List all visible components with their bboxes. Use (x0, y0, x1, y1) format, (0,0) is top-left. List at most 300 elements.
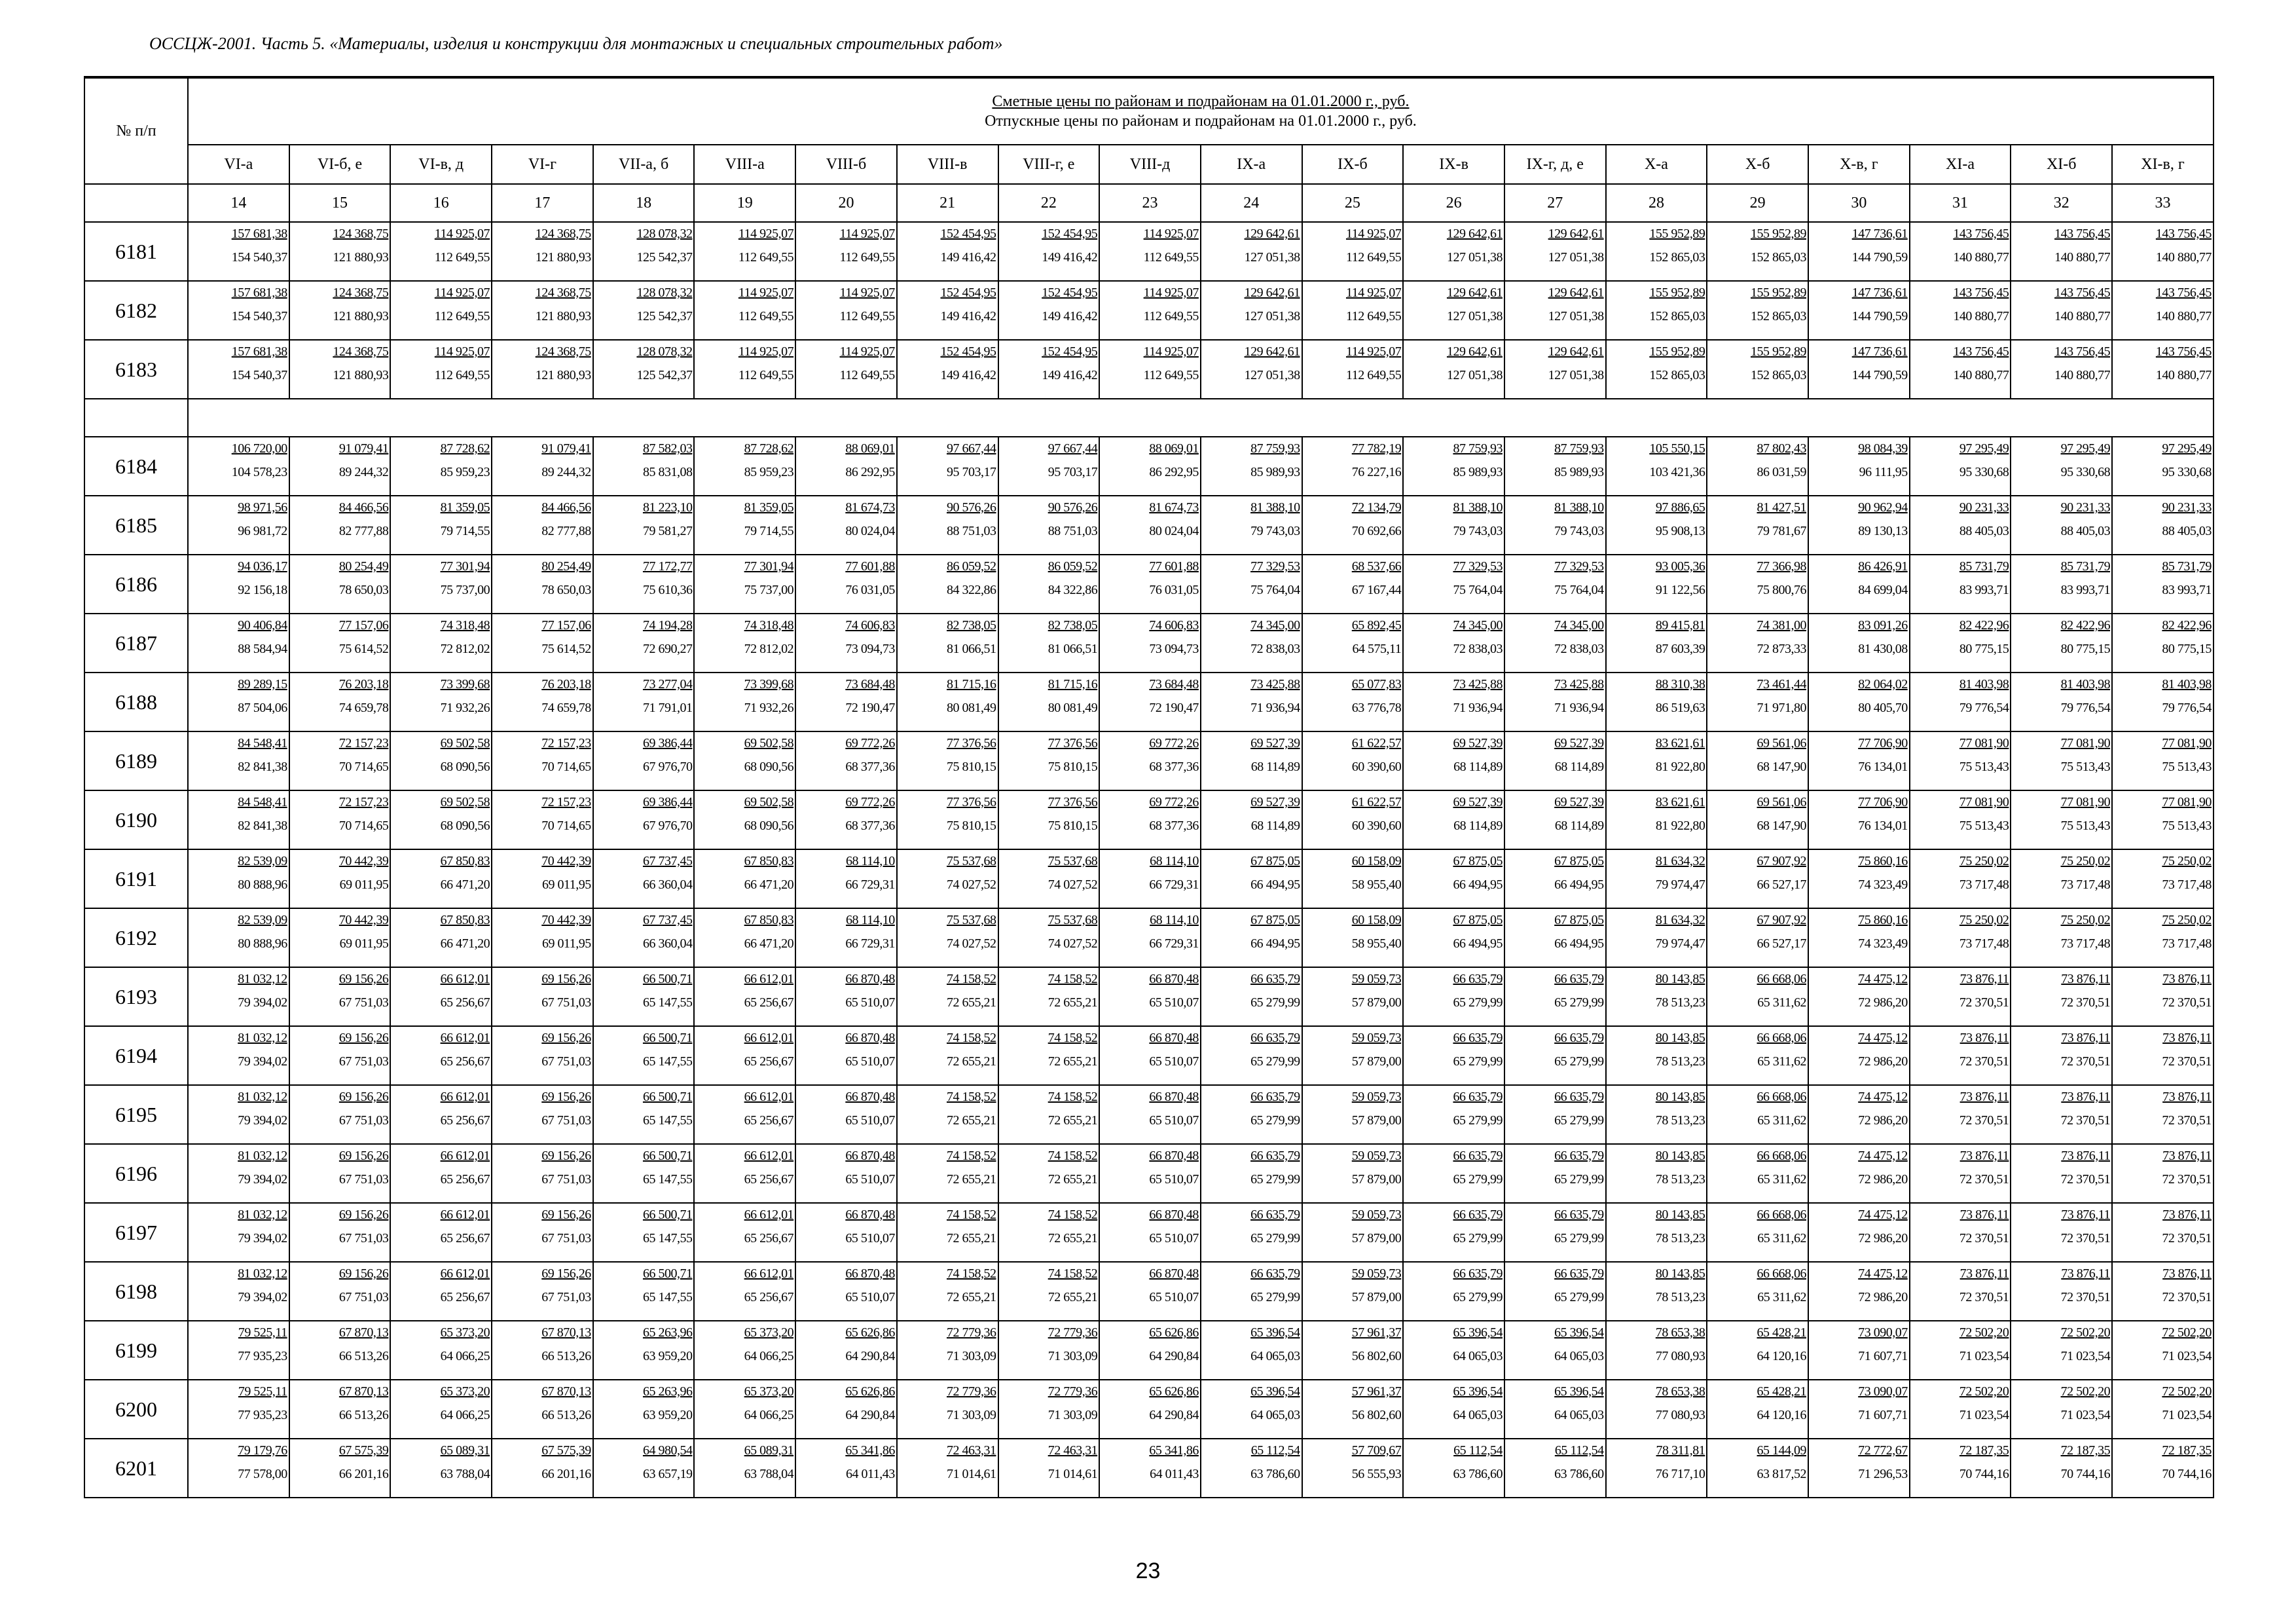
release-price: 72 655,21 (1048, 1172, 1098, 1187)
price-cell (289, 437, 391, 496)
table-row (84, 1026, 2214, 1085)
release-price: 75 764,04 (1554, 583, 1604, 597)
release-price: 152 865,03 (1751, 250, 1806, 265)
price-cell (897, 1321, 998, 1380)
estimated-price: 66 668,06 (1757, 972, 1806, 986)
release-price: 65 510,07 (845, 1054, 895, 1069)
price-cell (1504, 908, 1606, 967)
price-cell (1302, 673, 1404, 731)
price-cell (1606, 437, 1707, 496)
estimated-price: 67 870,13 (338, 1384, 389, 1399)
release-price: 112 649,55 (1143, 309, 1199, 323)
estimated-price: 129 642,61 (1548, 344, 1604, 359)
release-price: 65 510,07 (1149, 1290, 1199, 1304)
estimated-price: 81 032,12 (238, 1266, 287, 1281)
estimated-price: 77 706,90 (1858, 736, 1908, 750)
release-price: 70 714,65 (541, 819, 591, 833)
table-row (84, 1321, 2214, 1380)
release-price: 154 540,37 (231, 309, 287, 323)
release-price: 72 370,51 (1959, 1172, 2009, 1187)
estimated-price: 77 376,56 (947, 795, 996, 809)
column-number: 30 (1808, 184, 1910, 222)
estimated-price: 74 158,52 (947, 1031, 996, 1045)
release-price: 125 542,37 (636, 250, 693, 265)
release-price: 67 976,70 (642, 760, 693, 774)
price-cell (1707, 496, 1808, 555)
table-row (84, 967, 2214, 1026)
estimated-price: 87 759,93 (1554, 441, 1604, 456)
price-cell (1606, 614, 1707, 673)
price-cell (492, 1321, 593, 1380)
row-number: 6196 (84, 1144, 188, 1203)
estimated-price: 94 036,17 (238, 559, 287, 574)
price-cell (1910, 1321, 2011, 1380)
release-price: 67 751,03 (338, 1172, 389, 1187)
release-price: 73 717,48 (2060, 936, 2111, 951)
price-cell (1707, 790, 1808, 849)
price-cell (492, 849, 593, 908)
price-cell (1707, 1144, 1808, 1203)
price-cell (390, 790, 492, 849)
estimated-price: 66 612,01 (744, 1031, 794, 1045)
release-price: 127 051,38 (1244, 250, 1300, 265)
estimated-price: 87 582,03 (642, 441, 693, 456)
release-price: 65 510,07 (845, 1290, 895, 1304)
release-price: 65 510,07 (845, 995, 895, 1010)
price-cell (897, 555, 998, 614)
price-cell (1099, 790, 1201, 849)
release-price: 73 717,48 (2060, 877, 2111, 892)
release-price: 79 394,02 (238, 1290, 287, 1304)
release-price: 64 066,25 (744, 1349, 794, 1363)
estimated-price: 65 396,54 (1453, 1384, 1503, 1399)
column-number: 17 (492, 184, 593, 222)
estimated-price: 78 653,38 (1655, 1384, 1705, 1399)
release-price: 87 603,39 (1655, 642, 1705, 656)
price-cell (2011, 1085, 2112, 1144)
release-price: 81 066,51 (947, 642, 996, 656)
estimated-price: 68 537,66 (1351, 559, 1402, 574)
estimated-price: 81 388,10 (1554, 500, 1604, 515)
price-cell (2112, 555, 2214, 614)
price-cell (2112, 1262, 2214, 1321)
release-price: 71 936,94 (1453, 701, 1503, 715)
release-price: 56 555,93 (1351, 1467, 1402, 1481)
estimated-price: 67 737,45 (642, 913, 693, 927)
estimated-price: 65 341,86 (1149, 1443, 1199, 1458)
price-cell (1910, 1144, 2011, 1203)
estimated-price: 74 475,12 (1858, 1208, 1908, 1222)
release-price: 64 120,16 (1757, 1349, 1806, 1363)
release-price: 80 405,70 (1858, 701, 1908, 715)
release-price: 83 993,71 (2060, 583, 2111, 597)
release-price: 72 370,51 (2162, 995, 2212, 1010)
release-price: 149 416,42 (1042, 368, 1098, 382)
price-cell (188, 340, 289, 399)
price-cell (1302, 281, 1404, 340)
release-price: 81 066,51 (1048, 642, 1098, 656)
release-price: 80 024,04 (845, 524, 895, 538)
estimated-price: 80 143,85 (1655, 1208, 1705, 1222)
price-cell (1504, 1262, 1606, 1321)
release-price: 73 094,73 (1149, 642, 1199, 656)
price-cell (492, 496, 593, 555)
estimated-price: 147 736,61 (1851, 227, 1908, 241)
row-number: 6188 (84, 673, 188, 731)
price-cell (1201, 731, 1302, 790)
price-cell (390, 1203, 492, 1262)
separator-row (84, 399, 2214, 437)
estimated-price: 59 059,73 (1351, 1090, 1402, 1104)
estimated-price: 124 368,75 (333, 344, 389, 359)
price-cell (694, 1262, 795, 1321)
price-cell (897, 340, 998, 399)
estimated-price: 66 500,71 (642, 1031, 693, 1045)
region-header: VIII-б (795, 145, 897, 184)
estimated-price: 65 341,86 (845, 1443, 895, 1458)
price-cell (188, 222, 289, 281)
column-number: 32 (2011, 184, 2112, 222)
price-cell (1707, 222, 1808, 281)
release-price: 80 024,04 (1149, 524, 1199, 538)
price-cell (2011, 1380, 2112, 1439)
release-price: 72 986,20 (1858, 1172, 1908, 1187)
estimated-price: 90 231,33 (2060, 500, 2111, 515)
price-cell (1504, 790, 1606, 849)
price-cell (492, 1203, 593, 1262)
price-cell (593, 1026, 695, 1085)
estimated-price: 66 668,06 (1757, 1090, 1806, 1104)
price-cell (998, 1439, 1100, 1498)
estimated-price: 90 231,33 (2162, 500, 2212, 515)
estimated-price: 73 876,11 (2162, 1031, 2212, 1045)
price-cell (1910, 790, 2011, 849)
estimated-price: 72 157,23 (541, 736, 591, 750)
release-price: 72 986,20 (1858, 1290, 1908, 1304)
estimated-price: 81 032,12 (238, 1090, 287, 1104)
release-price: 121 880,93 (535, 309, 591, 323)
row-number: 6199 (84, 1321, 188, 1380)
release-price: 68 114,89 (1250, 819, 1300, 833)
price-cell (2112, 496, 2214, 555)
price-cell (1099, 1144, 1201, 1203)
release-price: 71 607,71 (1858, 1408, 1908, 1422)
release-price: 64 065,03 (1453, 1408, 1503, 1422)
price-cell (2011, 614, 2112, 673)
release-price: 72 190,47 (1149, 701, 1199, 715)
release-price: 75 614,52 (338, 642, 389, 656)
estimated-price: 65 396,54 (1554, 1384, 1604, 1399)
estimated-price: 72 502,20 (2162, 1384, 2212, 1399)
release-price: 149 416,42 (1042, 309, 1098, 323)
estimated-price: 114 925,07 (738, 227, 794, 241)
release-price: 68 377,36 (1149, 760, 1199, 774)
estimated-price: 73 876,11 (2162, 1090, 2212, 1104)
price-cell (1403, 222, 1504, 281)
estimated-price: 69 156,26 (541, 1149, 591, 1163)
estimated-price: 124 368,75 (535, 344, 591, 359)
estimated-price: 65 089,31 (744, 1443, 794, 1458)
release-price: 152 865,03 (1649, 368, 1705, 382)
release-price: 89 244,32 (541, 465, 591, 479)
price-cell (1403, 731, 1504, 790)
release-price: 86 519,63 (1655, 701, 1705, 715)
release-price: 60 390,60 (1351, 760, 1402, 774)
price-cell (1707, 1203, 1808, 1262)
estimated-price: 68 114,10 (846, 913, 895, 927)
estimated-price: 79 525,11 (238, 1384, 287, 1399)
column-number: 22 (998, 184, 1100, 222)
price-cell (897, 1380, 998, 1439)
price-table (84, 76, 2214, 1498)
estimated-price: 67 870,13 (541, 1325, 591, 1340)
estimated-price: 66 870,48 (1149, 1266, 1199, 1281)
price-cell (1707, 908, 1808, 967)
price-cell (289, 496, 391, 555)
estimated-price: 73 461,44 (1757, 677, 1806, 692)
estimated-price: 81 403,98 (2162, 677, 2212, 692)
price-cell (795, 496, 897, 555)
price-cell (289, 222, 391, 281)
price-cell (593, 281, 695, 340)
price-cell (1302, 1144, 1404, 1203)
release-price: 125 542,37 (636, 309, 693, 323)
price-cell (1099, 222, 1201, 281)
price-cell (188, 908, 289, 967)
price-cell (2011, 1144, 2112, 1203)
release-price: 71 791,01 (642, 701, 693, 715)
price-cell (1403, 849, 1504, 908)
estimated-price: 69 772,26 (1149, 736, 1199, 750)
price-cell (1707, 673, 1808, 731)
estimated-price: 66 870,48 (845, 972, 895, 986)
estimated-price: 89 289,15 (238, 677, 287, 692)
estimated-price: 60 158,09 (1351, 913, 1402, 927)
release-price: 65 279,99 (1250, 1054, 1300, 1069)
price-cell (1403, 1026, 1504, 1085)
price-cell (593, 437, 695, 496)
release-price: 78 650,03 (338, 583, 389, 597)
estimated-price: 67 850,83 (744, 913, 794, 927)
estimated-price: 69 502,58 (744, 736, 794, 750)
price-cell (492, 222, 593, 281)
release-price: 71 303,09 (1048, 1408, 1098, 1422)
region-header: IX-б (1302, 145, 1404, 184)
price-cell (897, 1144, 998, 1203)
release-price: 75 764,04 (1453, 583, 1503, 597)
region-header: VI-г (492, 145, 593, 184)
estimated-price: 72 157,23 (338, 795, 389, 809)
price-cell (2011, 1026, 2112, 1085)
release-price: 127 051,38 (1446, 250, 1503, 265)
estimated-price: 86 059,52 (1048, 559, 1098, 574)
release-price: 75 513,43 (2162, 819, 2212, 833)
price-cell (2112, 281, 2214, 340)
release-price: 79 776,54 (2060, 701, 2111, 715)
estimated-price: 82 422,96 (2060, 618, 2111, 633)
release-price: 65 311,62 (1757, 1054, 1806, 1069)
table-row (84, 1380, 2214, 1439)
release-price: 65 279,99 (1554, 1054, 1604, 1069)
price-cell (694, 1085, 795, 1144)
estimated-price: 73 876,11 (2061, 972, 2111, 986)
price-cell (1606, 790, 1707, 849)
estimated-price: 66 500,71 (642, 972, 693, 986)
release-price: 65 256,67 (744, 1290, 794, 1304)
release-price: 72 370,51 (2162, 1054, 2212, 1069)
price-cell (390, 1380, 492, 1439)
estimated-price: 73 399,68 (440, 677, 490, 692)
price-cell (998, 496, 1100, 555)
price-cell (1808, 731, 1910, 790)
price-cell (1707, 1026, 1808, 1085)
release-price: 65 256,67 (744, 1231, 794, 1246)
release-price: 64 290,84 (1149, 1349, 1199, 1363)
release-price: 79 394,02 (238, 1113, 287, 1128)
price-cell (188, 849, 289, 908)
estimated-price: 65 144,09 (1757, 1443, 1806, 1458)
release-price: 72 655,21 (947, 1054, 996, 1069)
estimated-price: 72 779,36 (1048, 1325, 1098, 1340)
release-price: 67 751,03 (541, 1290, 591, 1304)
release-price: 65 279,99 (1453, 1172, 1503, 1187)
release-price: 76 134,01 (1858, 819, 1908, 833)
release-price: 63 776,78 (1351, 701, 1402, 715)
release-price: 66 471,20 (440, 936, 490, 951)
price-cell (1403, 967, 1504, 1026)
estimated-price: 72 502,20 (2060, 1325, 2111, 1340)
release-price: 95 703,17 (947, 465, 996, 479)
release-price: 65 279,99 (1554, 995, 1604, 1010)
estimated-price: 72 134,79 (1351, 500, 1402, 515)
table-row (84, 731, 2214, 790)
release-price: 64 290,84 (845, 1349, 895, 1363)
price-cell (1606, 967, 1707, 1026)
estimated-price: 66 635,79 (1453, 1266, 1503, 1281)
release-price: 66 729,31 (1149, 877, 1199, 892)
price-cell (492, 281, 593, 340)
estimated-price: 69 156,26 (338, 1266, 389, 1281)
estimated-price: 85 731,79 (1959, 559, 2009, 574)
price-cell (1302, 1439, 1404, 1498)
price-cell (1099, 1321, 1201, 1380)
estimated-price: 69 527,39 (1554, 736, 1604, 750)
estimated-price: 129 642,61 (1548, 286, 1604, 300)
release-price: 65 256,67 (440, 1113, 490, 1128)
estimated-price: 74 158,52 (947, 1266, 996, 1281)
estimated-price: 77 329,53 (1250, 559, 1300, 574)
release-price: 84 322,86 (947, 583, 996, 597)
estimated-price: 61 622,57 (1351, 795, 1402, 809)
estimated-price: 61 622,57 (1351, 736, 1402, 750)
price-cell (1910, 222, 2011, 281)
price-cell (289, 1085, 391, 1144)
price-cell (998, 340, 1100, 399)
price-cell (897, 1026, 998, 1085)
price-cell (1201, 281, 1302, 340)
release-price: 57 879,00 (1351, 1172, 1402, 1187)
estimated-price: 67 907,92 (1757, 854, 1806, 868)
price-cell (593, 1144, 695, 1203)
price-cell (1910, 496, 2011, 555)
estimated-price: 67 850,83 (744, 854, 794, 868)
price-cell (1504, 673, 1606, 731)
estimated-price: 97 295,49 (2162, 441, 2212, 456)
price-cell (2112, 790, 2214, 849)
release-price: 65 256,67 (744, 995, 794, 1010)
release-price: 80 081,49 (1048, 701, 1098, 715)
estimated-price: 90 576,26 (947, 500, 996, 515)
document-header: ОССЦЖ-2001. Часть 5. «Материалы, изделия и конструкции для монтажных и специальных строительных работ» (149, 34, 1003, 53)
release-price: 73 717,48 (2162, 936, 2212, 951)
price-cell (188, 496, 289, 555)
separator-cell (188, 399, 2214, 437)
price-cell (897, 967, 998, 1026)
release-price: 140 880,77 (2054, 250, 2111, 265)
price-cell (188, 790, 289, 849)
release-price: 67 751,03 (541, 1113, 591, 1128)
estimated-price: 73 876,11 (1959, 1031, 2009, 1045)
price-cell (1808, 1321, 1910, 1380)
price-cell (1910, 1203, 2011, 1262)
release-price: 86 292,95 (845, 465, 895, 479)
price-cell (1910, 673, 2011, 731)
release-price: 68 114,89 (1453, 819, 1503, 833)
estimated-price: 66 612,01 (440, 1266, 490, 1281)
estimated-price: 77 301,94 (744, 559, 794, 574)
estimated-price: 93 005,36 (1655, 559, 1705, 574)
estimated-price: 157 681,38 (231, 227, 287, 241)
release-price: 74 027,52 (1048, 936, 1098, 951)
estimated-price: 73 876,11 (2061, 1031, 2111, 1045)
release-price: 70 714,65 (541, 760, 591, 774)
estimated-price: 69 156,26 (338, 972, 389, 986)
price-cell (998, 731, 1100, 790)
release-price: 152 865,03 (1751, 368, 1806, 382)
estimated-price: 66 635,79 (1453, 1208, 1503, 1222)
release-price: 65 256,67 (440, 995, 490, 1010)
release-price: 72 370,51 (1959, 1054, 2009, 1069)
price-cell (998, 908, 1100, 967)
release-price: 66 494,95 (1250, 877, 1300, 892)
price-cell (1808, 281, 1910, 340)
release-price: 72 655,21 (1048, 1113, 1098, 1128)
release-price: 112 649,55 (434, 309, 490, 323)
estimated-price: 155 952,89 (1751, 227, 1806, 241)
release-price: 144 790,59 (1851, 368, 1908, 382)
price-cell (289, 1203, 391, 1262)
release-price: 70 744,16 (1959, 1467, 2009, 1481)
estimated-price: 73 399,68 (744, 677, 794, 692)
release-price: 77 578,00 (238, 1467, 287, 1481)
estimated-price: 76 203,18 (338, 677, 389, 692)
release-price: 68 114,89 (1554, 819, 1604, 833)
price-cell (2112, 222, 2214, 281)
estimated-price: 80 143,85 (1655, 1031, 1705, 1045)
price-cell (1099, 1262, 1201, 1321)
estimated-price: 69 502,58 (440, 736, 490, 750)
release-price: 77 935,23 (238, 1408, 287, 1422)
estimated-price: 152 454,95 (1042, 344, 1098, 359)
estimated-price: 66 635,79 (1250, 1208, 1300, 1222)
estimated-price: 72 502,20 (2162, 1325, 2212, 1340)
release-price: 67 751,03 (338, 1054, 389, 1069)
estimated-price: 69 561,06 (1757, 736, 1806, 750)
release-price: 71 023,54 (1959, 1349, 2009, 1363)
release-price: 67 751,03 (541, 1172, 591, 1187)
estimated-price: 66 500,71 (642, 1090, 693, 1104)
release-price: 88 405,03 (2162, 524, 2212, 538)
